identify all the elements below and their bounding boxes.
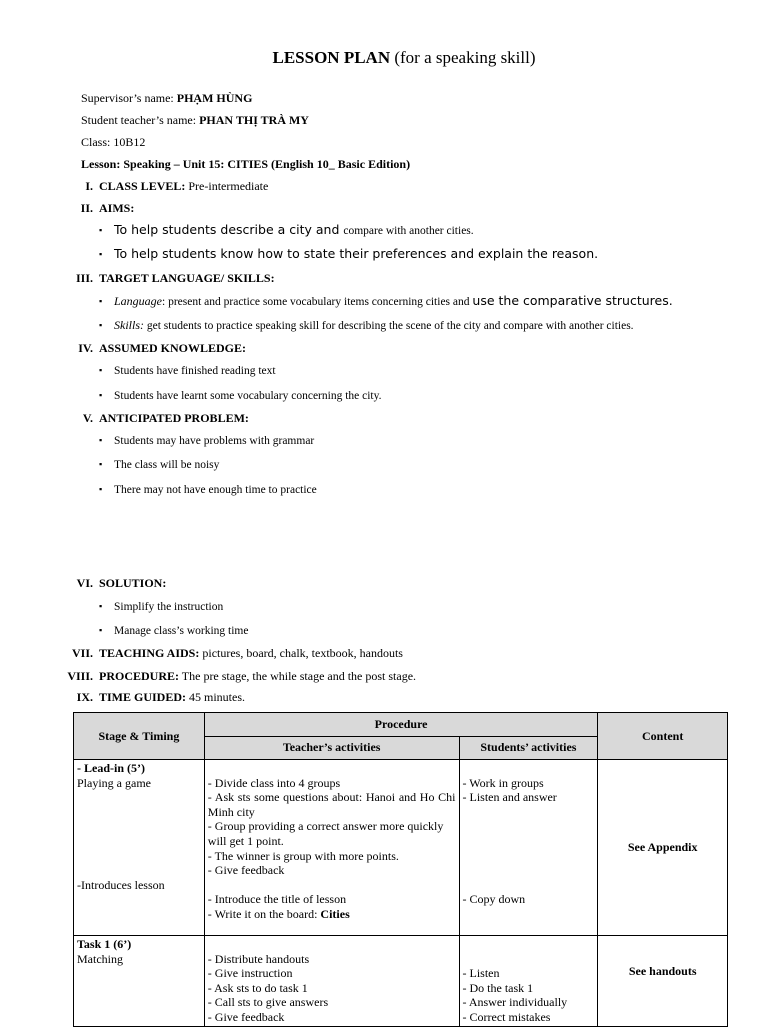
- bullet-icon: ▪: [99, 320, 103, 330]
- bullet-text: Students have learnt some vocabulary concerning the city.: [114, 390, 382, 402]
- section-text: The pre stage, the while stage and the post stage.: [179, 669, 417, 683]
- section-solution: [75, 576, 166, 591]
- activity-item: - Answer individually: [462, 995, 568, 1010]
- bullet-icon: ▪: [99, 601, 103, 611]
- target-bullet-skills: [99, 318, 634, 333]
- activity-item: - Divide class into 4 groups: [207, 775, 341, 790]
- stage-subtitle: Matching: [77, 951, 123, 966]
- stage-subtitle-2: -Introduces lesson: [77, 877, 165, 892]
- section-number: II.: [80, 201, 93, 215]
- bullet-text-tail: use the comparative structures.: [472, 293, 673, 308]
- target-bullet-language: [99, 293, 673, 309]
- section-heading: ANTICIPATED PROBLEM:: [99, 411, 249, 425]
- section-time-guided: [75, 690, 245, 705]
- section-number: I.: [85, 179, 93, 193]
- bullet-icon: ▪: [99, 390, 103, 400]
- lesson-line: [81, 157, 410, 172]
- activity-item: - Call sts to give answers: [207, 995, 329, 1010]
- class-line: Class: 10B12: [81, 135, 146, 149]
- activity-item: - Listen and answer: [462, 790, 557, 805]
- bullet-label: Language: [114, 294, 162, 308]
- supervisor-line: [81, 91, 252, 106]
- problem-bullet-1: [99, 433, 314, 448]
- supervisor-label: Supervisor’s name:: [81, 91, 177, 105]
- table-header-row: [74, 713, 728, 737]
- header-procedure: Procedure: [204, 713, 598, 737]
- activity-text: - Write it on the board:: [207, 906, 321, 921]
- bullet-icon: ▪: [99, 296, 103, 306]
- section-number: III.: [75, 271, 93, 285]
- table-row: [74, 936, 728, 1027]
- content-cell: See Appendix: [598, 760, 728, 936]
- bullet-text: : present and practice some vocabulary items concerning cities and: [162, 296, 473, 308]
- section-text: Pre-intermediate: [185, 179, 269, 193]
- solution-bullet-1: [99, 599, 223, 614]
- teacher-label: Student teacher’s name:: [81, 113, 200, 127]
- teacher-name: PHAN THỊ TRÀ MY: [199, 113, 309, 127]
- content-cell: See handouts: [598, 936, 728, 1027]
- section-number: IV.: [78, 341, 93, 355]
- bullet-text: To help students describe a city and: [114, 222, 344, 237]
- stage-subtitle: Playing a game: [77, 775, 151, 790]
- section-number: V.: [82, 411, 93, 425]
- lesson-title: Lesson: Speaking – Unit 15: CITIES (English 10_ Basic Edition): [81, 157, 411, 171]
- section-heading: TARGET LANGUAGE/ SKILLS:: [99, 271, 275, 285]
- bullet-text: Students may have problems with grammar: [114, 435, 315, 447]
- bullet-text: Students have finished reading text: [114, 365, 276, 377]
- section-heading: TEACHING AIDS:: [99, 646, 200, 660]
- section-heading: SOLUTION:: [99, 576, 167, 590]
- title-bold: LESSON PLAN: [272, 48, 391, 67]
- knowledge-bullet-1: [99, 363, 276, 378]
- bullet-icon: ▪: [99, 435, 103, 445]
- header-content: Content: [598, 713, 728, 760]
- problem-bullet-2: [99, 457, 219, 472]
- section-number: VI.: [76, 576, 93, 590]
- bullet-text: Simplify the instruction: [114, 601, 224, 613]
- title-rest: (for a speaking skill): [390, 48, 536, 67]
- bullet-icon: ▪: [99, 625, 103, 635]
- student-teacher-line: [81, 113, 309, 128]
- problem-bullet-3: [99, 482, 317, 497]
- activity-item: - Distribute handouts: [207, 951, 310, 966]
- section-number: VIII.: [67, 669, 93, 683]
- teacher-activities-cell: [204, 936, 459, 1027]
- bullet-text: The class will be noisy: [114, 459, 220, 471]
- supervisor-name: PHẠM HÙNG: [176, 91, 253, 105]
- section-number: IX.: [76, 690, 93, 704]
- bullet-text: There may not have enough time to practice: [114, 484, 317, 496]
- document-title: [0, 48, 768, 68]
- solution-bullet-2: [99, 623, 248, 638]
- activity-item: - Give feedback: [207, 1009, 285, 1024]
- section-number: VII.: [71, 646, 93, 660]
- activity-item: - Ask sts some questions about: Hanoi and Ho Chi Minh city: [207, 790, 456, 819]
- bullet-text: get students to practice speaking skill for describing the scene of the city and compare with another cities.: [144, 320, 634, 332]
- activity-item: - Give instruction: [207, 966, 293, 981]
- students-activities-cell: [459, 936, 598, 1027]
- procedure-table: [73, 712, 728, 1027]
- section-teaching-aids: [68, 646, 403, 661]
- activity-keyword: Cities: [320, 906, 350, 921]
- activity-item: - The winner is group with more points.: [207, 848, 399, 863]
- stage-title: - Lead-in (5’): [77, 761, 145, 775]
- stage-title: Task 1 (6’): [77, 937, 132, 951]
- bullet-label: Skills:: [114, 318, 144, 332]
- activity-item: - Ask sts to do task 1: [207, 980, 308, 995]
- activity-item: - Copy down: [462, 892, 526, 907]
- activity-item: - Do the task 1: [462, 980, 534, 995]
- bullet-text: Manage class’s working time: [114, 625, 249, 637]
- students-activities-cell: [459, 760, 598, 936]
- section-text: 45 minutes.: [186, 690, 246, 704]
- bullet-icon: ▪: [99, 225, 103, 235]
- section-heading: PROCEDURE:: [99, 669, 179, 683]
- section-anticipated-problem: [75, 411, 249, 426]
- activity-item: - Give feedback: [207, 863, 285, 878]
- section-assumed-knowledge: [75, 341, 246, 356]
- stage-cell: [74, 936, 205, 1027]
- aims-bullet-1: [99, 222, 474, 238]
- bullet-icon: ▪: [99, 484, 103, 494]
- bullet-icon: ▪: [99, 365, 103, 375]
- activity-item: - Work in groups: [462, 775, 544, 790]
- activity-item: - Introduce the title of lesson: [207, 892, 347, 907]
- bullet-icon: ▪: [99, 459, 103, 469]
- activity-item: - Correct mistakes: [462, 1009, 551, 1024]
- section-class-level: [75, 179, 268, 194]
- section-aims: [75, 201, 134, 216]
- header-teacher-activities: Teacher’s activities: [204, 736, 459, 760]
- header-students-activities: Students’ activities: [459, 736, 598, 760]
- aims-bullet-2: [99, 246, 598, 262]
- activity-item: [208, 907, 456, 922]
- table-row: [74, 760, 728, 936]
- section-heading: TIME GUIDED:: [99, 690, 187, 704]
- activity-item: - Group providing a correct answer more quickly will get 1 point.: [207, 819, 444, 848]
- header-stage-timing: Stage & Timing: [74, 713, 205, 760]
- section-text: pictures, board, chalk, textbook, handouts: [199, 646, 403, 660]
- section-heading: ASSUMED KNOWLEDGE:: [99, 341, 247, 355]
- bullet-icon: ▪: [99, 249, 103, 259]
- section-target-language: [75, 271, 275, 286]
- stage-cell: [74, 760, 205, 936]
- bullet-text-tail: compare with another cities.: [343, 225, 474, 237]
- teacher-activities-cell: [204, 760, 459, 936]
- activity-item: - Listen: [462, 966, 500, 981]
- section-heading: AIMS:: [99, 201, 135, 215]
- bullet-text: To help students know how to state their preferences and explain the reason.: [114, 246, 599, 261]
- section-heading: CLASS LEVEL:: [99, 179, 186, 193]
- section-procedure: [62, 669, 416, 684]
- knowledge-bullet-2: [99, 388, 382, 403]
